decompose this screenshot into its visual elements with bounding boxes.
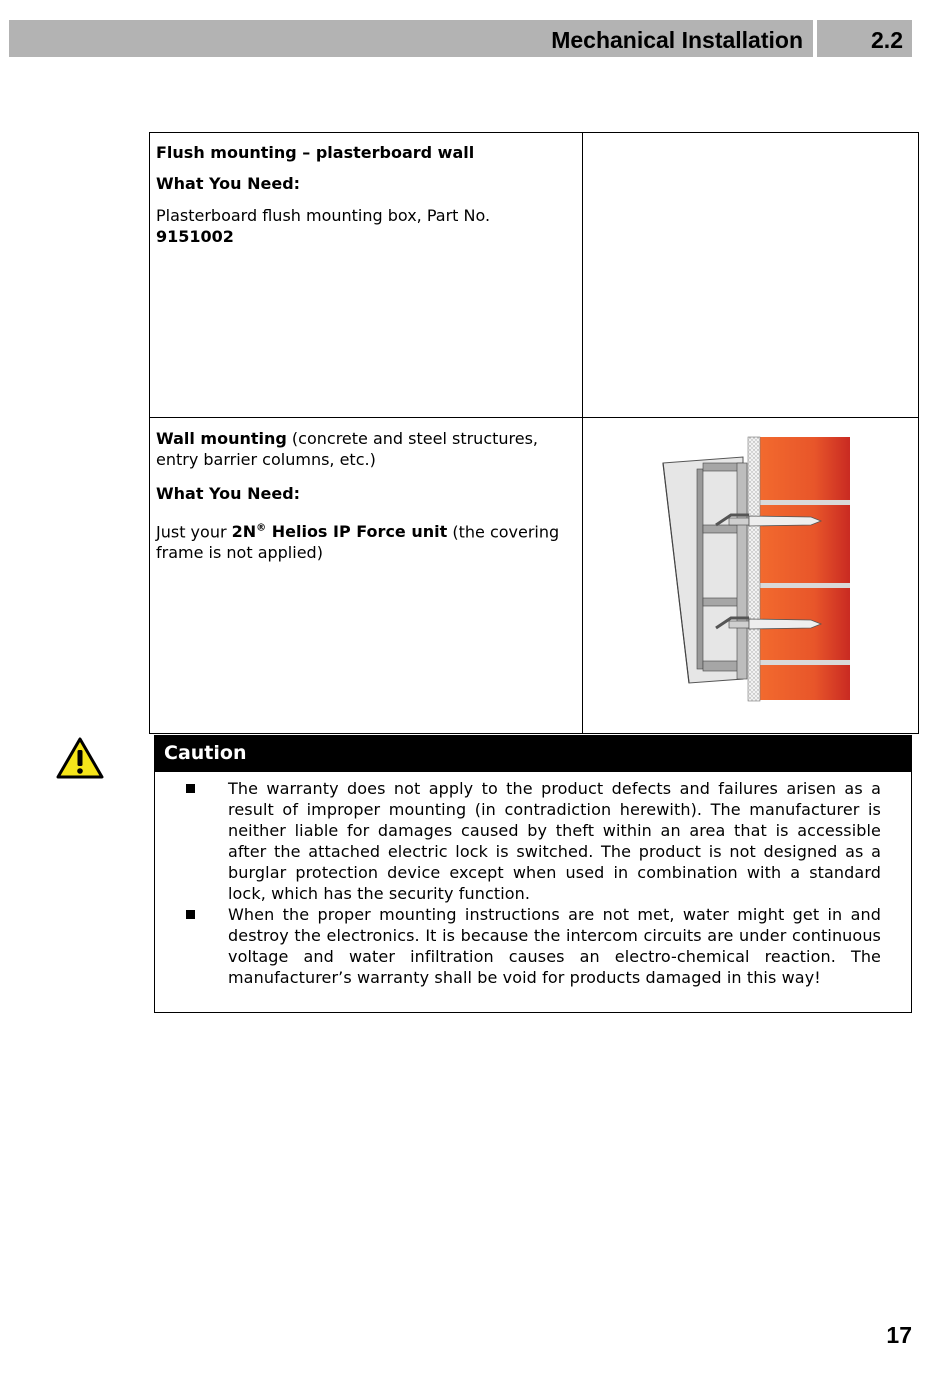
wall-mounting-row (150, 418, 919, 734)
flush-mounting-image-cell (583, 133, 919, 418)
wall-mounting-illustration (661, 433, 861, 703)
wall-need-suffix: (the covering frame is not applied) (156, 522, 560, 563)
wall-need-prefix: Just your (156, 522, 232, 542)
caution-item (155, 904, 881, 988)
caution-item-text: When the proper mounting instructions are not met, water might get in and destroy the electronics. It is because the intercom circuits are under continuous voltage and water infiltration causes an electro-chemical reaction. The manufacturer’s warranty shall be void for products damaged in this way! (228, 905, 881, 987)
wall-need-label: What You Need: (156, 484, 301, 503)
product-name: Helios IP Force unit (266, 522, 448, 542)
chapter-title: Mechanical Installation (551, 27, 803, 53)
flush-need-description: Plasterboard flush mounting box, Part No. (156, 206, 491, 225)
bullet-square-icon (186, 784, 195, 793)
page-number: 17 (886, 1322, 912, 1348)
flush-mounting-row (150, 133, 919, 418)
wall-need-text (156, 518, 576, 563)
mounting-table (149, 132, 919, 734)
header-bar (9, 20, 813, 57)
flush-need-label: What You Need: (156, 174, 301, 193)
wall-mounting-title-rest: (concrete and steel structures, entry barrier columns, etc.) (156, 429, 539, 469)
flush-mounting-text-cell (150, 133, 583, 418)
bullet-square-icon (186, 910, 195, 919)
caution-item (155, 778, 881, 904)
registered-mark: ® (256, 523, 267, 534)
wall-mounting-image-cell (583, 418, 919, 734)
flush-mounting-title: Flush mounting – plasterboard wall (156, 143, 475, 162)
wall-mounting-title-bold: Wall mounting (156, 429, 287, 448)
wall-mounting-text-cell (150, 418, 583, 734)
caution-heading: Caution (155, 736, 911, 772)
caution-list (155, 772, 911, 988)
section-number: 2.2 (871, 27, 903, 53)
warning-triangle-icon (56, 737, 104, 779)
brick (760, 437, 850, 500)
section-number-box (817, 20, 912, 57)
wall-anchor (749, 619, 821, 629)
plaster-layer (748, 437, 760, 701)
flush-part-number: 9151002 (156, 227, 234, 246)
product-brand: 2N (231, 522, 257, 542)
caution-box (154, 735, 912, 1013)
flush-need-text (156, 205, 576, 247)
brick (760, 665, 850, 700)
caution-item-text: The warranty does not apply to the product defects and failures arisen as a result of improper mounting (in contradiction herewith). The manufacturer is neither liable for damages caused by theft within an area that is accessible after the attached electric lock is switched. The product is not designed as a burglar protection device except when used in combination with a standard lock, which has the security function. (228, 779, 881, 903)
wall-anchor (749, 516, 821, 526)
wall-mounting-title (156, 428, 576, 470)
